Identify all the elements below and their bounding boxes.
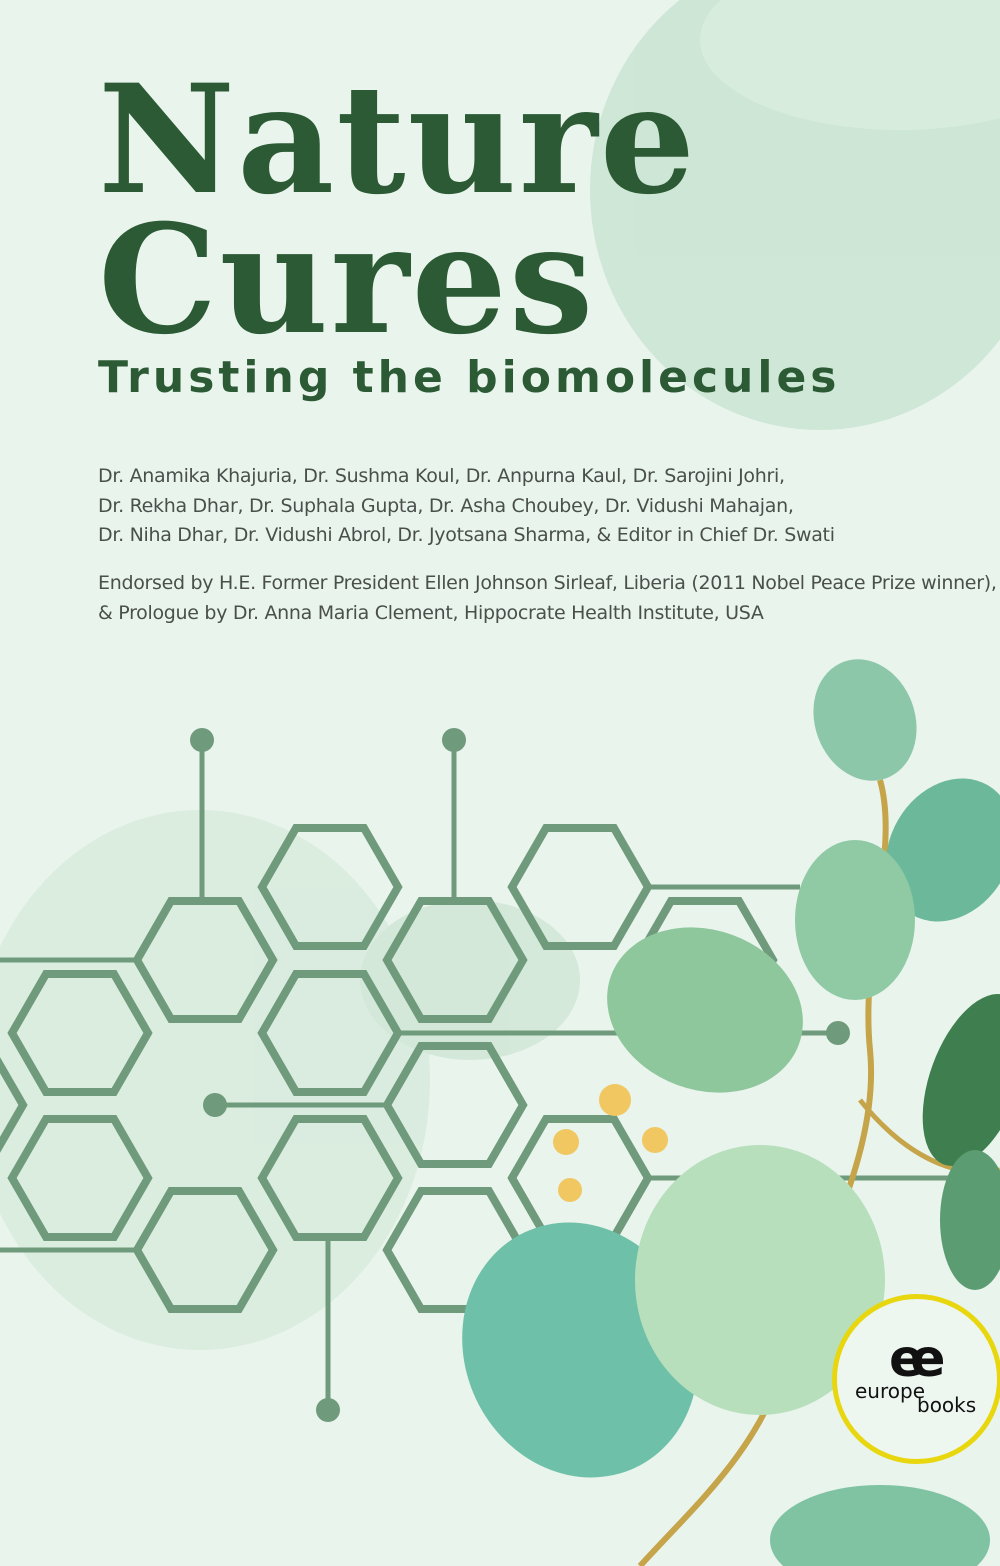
- hexagon: [512, 1119, 648, 1237]
- hexagon: [512, 828, 648, 946]
- publisher-name-europe: europe: [855, 1379, 925, 1403]
- endorsement: [98, 569, 997, 628]
- author-list: [98, 462, 835, 551]
- book-subtitle: Trusting the biomolecules: [98, 352, 841, 403]
- yellow-flowers: [553, 1084, 668, 1202]
- atom-dot: [203, 1093, 227, 1117]
- publisher-name-books: books: [917, 1393, 977, 1417]
- publisher-logo: [832, 1294, 1000, 1464]
- book-title: [98, 52, 698, 368]
- atom-dot: [316, 1398, 340, 1422]
- atom-dot: [190, 728, 214, 752]
- endorsement-line: Endorsed by H.E. Former President Ellen Johnson Sirleaf, Liberia (2011 Nobel Peace Prize winner),: [98, 572, 997, 594]
- publisher-mark: ee: [889, 1329, 932, 1389]
- atom-dot: [442, 728, 466, 752]
- author-line: Dr. Niha Dhar, Dr. Vidushi Abrol, Dr. Jyotsana Sharma, & Editor in Chief Dr. Swati: [98, 524, 835, 546]
- title-line-2: Cures: [98, 192, 596, 368]
- endorsement-line: & Prologue by Dr. Anna Maria Clement, Hippocrate Health Institute, USA: [98, 601, 764, 624]
- author-line: Dr. Rekha Dhar, Dr. Suphala Gupta, Dr. Asha Choubey, Dr. Vidushi Mahajan,: [98, 494, 794, 517]
- title-line-1: Nature: [98, 52, 698, 228]
- atom-dot: [826, 1021, 850, 1045]
- author-line: Dr. Anamika Khajuria, Dr. Sushma Koul, Dr. Anpurna Kaul, Dr. Sarojini Johri,: [98, 465, 785, 487]
